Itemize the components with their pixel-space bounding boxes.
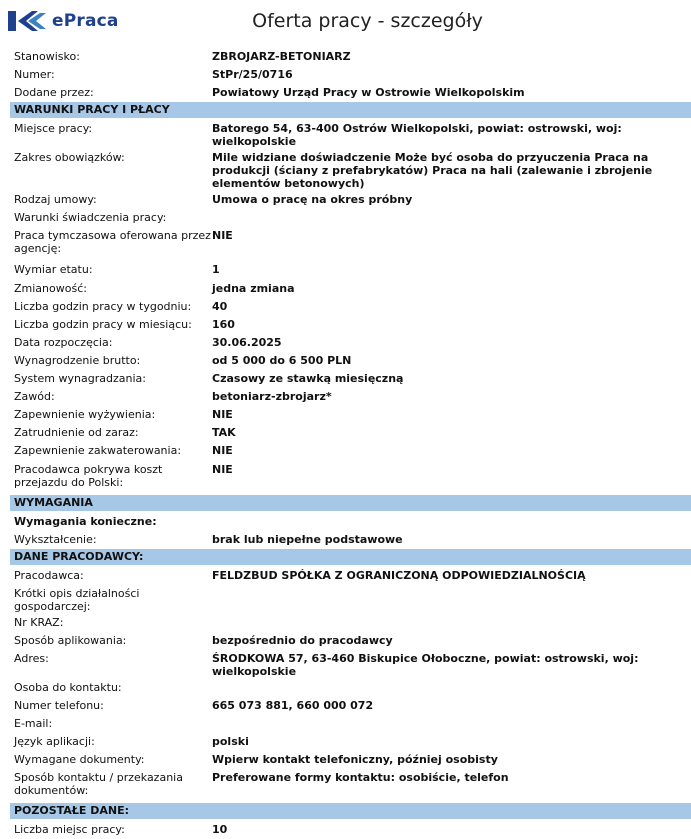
epraca-logo — [8, 9, 119, 33]
detail-row — [10, 512, 691, 530]
detail-row — [10, 441, 691, 459]
detail-value: 30.06.2025 — [212, 335, 282, 349]
detail-value: 1 — [212, 263, 220, 277]
detail-label: Język aplikacji: — [14, 735, 95, 749]
detail-row — [10, 260, 691, 278]
detail-value: od 5 000 do 6 500 PLN — [212, 353, 352, 367]
detail-row — [10, 190, 691, 208]
detail-label: Adres: — [14, 651, 49, 665]
detail-label: Wymagania konieczne: — [14, 514, 157, 528]
detail-row — [10, 423, 691, 441]
detail-row — [10, 750, 691, 768]
detail-label: Liczba godzin pracy w miesiącu: — [14, 317, 192, 331]
detail-row — [10, 405, 691, 423]
detail-row — [10, 297, 691, 315]
detail-value: polski — [212, 735, 249, 749]
detail-value: ZBROJARZ-BETONIARZ — [212, 50, 351, 63]
detail-value: Batorego 54, 63-400 Ostrów Wielkopolski, powiat: ostrowski, woj: wielkopolskie — [212, 122, 622, 149]
detail-value: NIE — [212, 408, 233, 422]
detail-label: Pracodawca pokrywa koszt przejazdu do Polski: — [14, 462, 163, 489]
detail-label: Zakres obowiązków: — [14, 151, 125, 165]
detail-row — [10, 119, 691, 148]
detail-value: 10 — [212, 823, 228, 837]
detail-value: ŚRODKOWA 57, 63-460 Biskupice Ołoboczne, powiat: ostrowski, woj: wielkopolskie — [212, 651, 639, 678]
detail-value: NIE — [212, 229, 233, 243]
detail-value — [212, 681, 691, 696]
detail-value: Preferowane formy kontaktu: osobiście, telefon — [212, 771, 509, 785]
detail-label: Wykształcenie: — [14, 532, 97, 546]
detail-label: Numer: — [14, 68, 55, 82]
offer-details — [10, 47, 691, 839]
detail-row — [10, 83, 691, 101]
detail-label: E-mail: — [14, 717, 53, 731]
detail-row — [10, 649, 691, 678]
detail-row — [10, 460, 691, 494]
detail-value — [212, 515, 691, 530]
detail-row — [10, 530, 691, 548]
detail-label: Nr KRAZ: — [14, 615, 64, 629]
detail-label: Zmianowość: — [14, 281, 87, 295]
detail-value: Mile widziane doświadczenie Może być osoba do przyuczenia Praca na produkcji (ściany z prefabrykatów) Praca na hali (zalewanie i zbrojenie elementów betonowych) — [212, 151, 653, 191]
detail-label: Osoba do kontaktu: — [14, 680, 122, 694]
detail-row — [10, 279, 691, 297]
detail-row — [10, 65, 691, 83]
detail-value — [212, 587, 691, 613]
detail-label: Liczba godzin pracy w tygodniu: — [14, 299, 192, 313]
detail-label: Zapewnienie wyżywienia: — [14, 408, 156, 422]
detail-row — [10, 768, 691, 802]
detail-row — [10, 387, 691, 405]
detail-value: 665 073 881, 660 000 072 — [212, 699, 374, 713]
detail-value: FELDZBUD SPÓŁKA Z OGRANICZONĄ ODPOWIEDZIALNOŚCIĄ — [212, 568, 586, 582]
detail-value: jedna zmiana — [212, 281, 295, 295]
epraca-logo-icon — [8, 9, 48, 33]
detail-label: Stanowisko: — [14, 50, 80, 63]
detail-value — [212, 717, 691, 732]
detail-row — [10, 714, 691, 732]
detail-label: Wymagane dokumenty: — [14, 753, 145, 767]
detail-row — [10, 369, 691, 387]
detail-label: Miejsce pracy: — [14, 122, 93, 136]
detail-row — [10, 820, 691, 838]
detail-label: Wymiar etatu: — [14, 263, 93, 277]
detail-value: 40 — [212, 299, 228, 313]
detail-row — [10, 696, 691, 714]
brand-name: ePraca — [52, 11, 119, 31]
detail-row — [10, 333, 691, 351]
detail-label: Praca tymczasowa oferowana przez agencję: — [14, 229, 211, 256]
detail-row — [10, 226, 691, 260]
detail-value — [212, 616, 691, 631]
detail-value: bezpośrednio do pracodawcy — [212, 633, 393, 647]
detail-row — [10, 351, 691, 369]
detail-label: Numer telefonu: — [14, 699, 104, 713]
detail-row — [10, 47, 691, 65]
section-header-dane: DANE PRACODAWCY: — [10, 549, 691, 565]
section-header-wymagania: WYMAGANIA — [10, 495, 691, 511]
detail-row — [10, 678, 691, 696]
detail-value: Czasowy ze stawką miesięczną — [212, 372, 404, 386]
detail-row — [10, 631, 691, 649]
detail-row — [10, 584, 691, 613]
detail-row — [10, 566, 691, 584]
page-title: Oferta pracy - szczegóły — [252, 10, 483, 32]
section-header-warunki: WARUNKI PRACY I PŁACY — [10, 102, 691, 118]
detail-value: StPr/25/0716 — [212, 68, 293, 82]
detail-label: Dodane przez: — [14, 86, 94, 100]
detail-label: Warunki świadczenia pracy: — [14, 211, 167, 225]
detail-label: Zatrudnienie od zaraz: — [14, 426, 139, 440]
detail-label: Zapewnienie zakwaterowania: — [14, 444, 182, 458]
detail-value: brak lub niepełne podstawowe — [212, 532, 403, 546]
detail-label: Data rozpoczęcia: — [14, 335, 113, 349]
detail-label: Pracodawca: — [14, 568, 84, 582]
detail-label: Liczba miejsc pracy: — [14, 823, 125, 837]
detail-value: betoniarz-zbrojarz* — [212, 390, 332, 404]
page-header — [0, 0, 691, 44]
detail-row — [10, 613, 691, 631]
detail-label: Zawód: — [14, 390, 55, 404]
detail-row — [10, 148, 691, 190]
detail-label: Wynagrodzenie brutto: — [14, 353, 141, 367]
detail-row — [10, 208, 691, 226]
section-header-pozostale: POZOSTAŁE DANE: — [10, 803, 691, 819]
detail-row — [10, 732, 691, 750]
detail-value: 160 — [212, 317, 235, 331]
detail-label: Sposób aplikowania: — [14, 633, 127, 647]
detail-row — [10, 315, 691, 333]
detail-value: NIE — [212, 462, 233, 476]
detail-label: Rodzaj umowy: — [14, 193, 97, 207]
detail-label: System wynagradzania: — [14, 372, 146, 386]
detail-value — [212, 211, 691, 226]
detail-value: TAK — [212, 426, 236, 440]
detail-value: Umowa o pracę na okres próbny — [212, 193, 413, 207]
detail-label: Sposób kontaktu / przekazania dokumentów: — [14, 771, 183, 798]
detail-value: Wpierw kontakt telefoniczny, później osobisty — [212, 753, 498, 767]
detail-label: Krótki opis działalności gospodarczej: — [14, 586, 140, 613]
detail-value: NIE — [212, 444, 233, 458]
detail-value: Powiatowy Urząd Pracy w Ostrowie Wielkopolskim — [212, 86, 525, 100]
